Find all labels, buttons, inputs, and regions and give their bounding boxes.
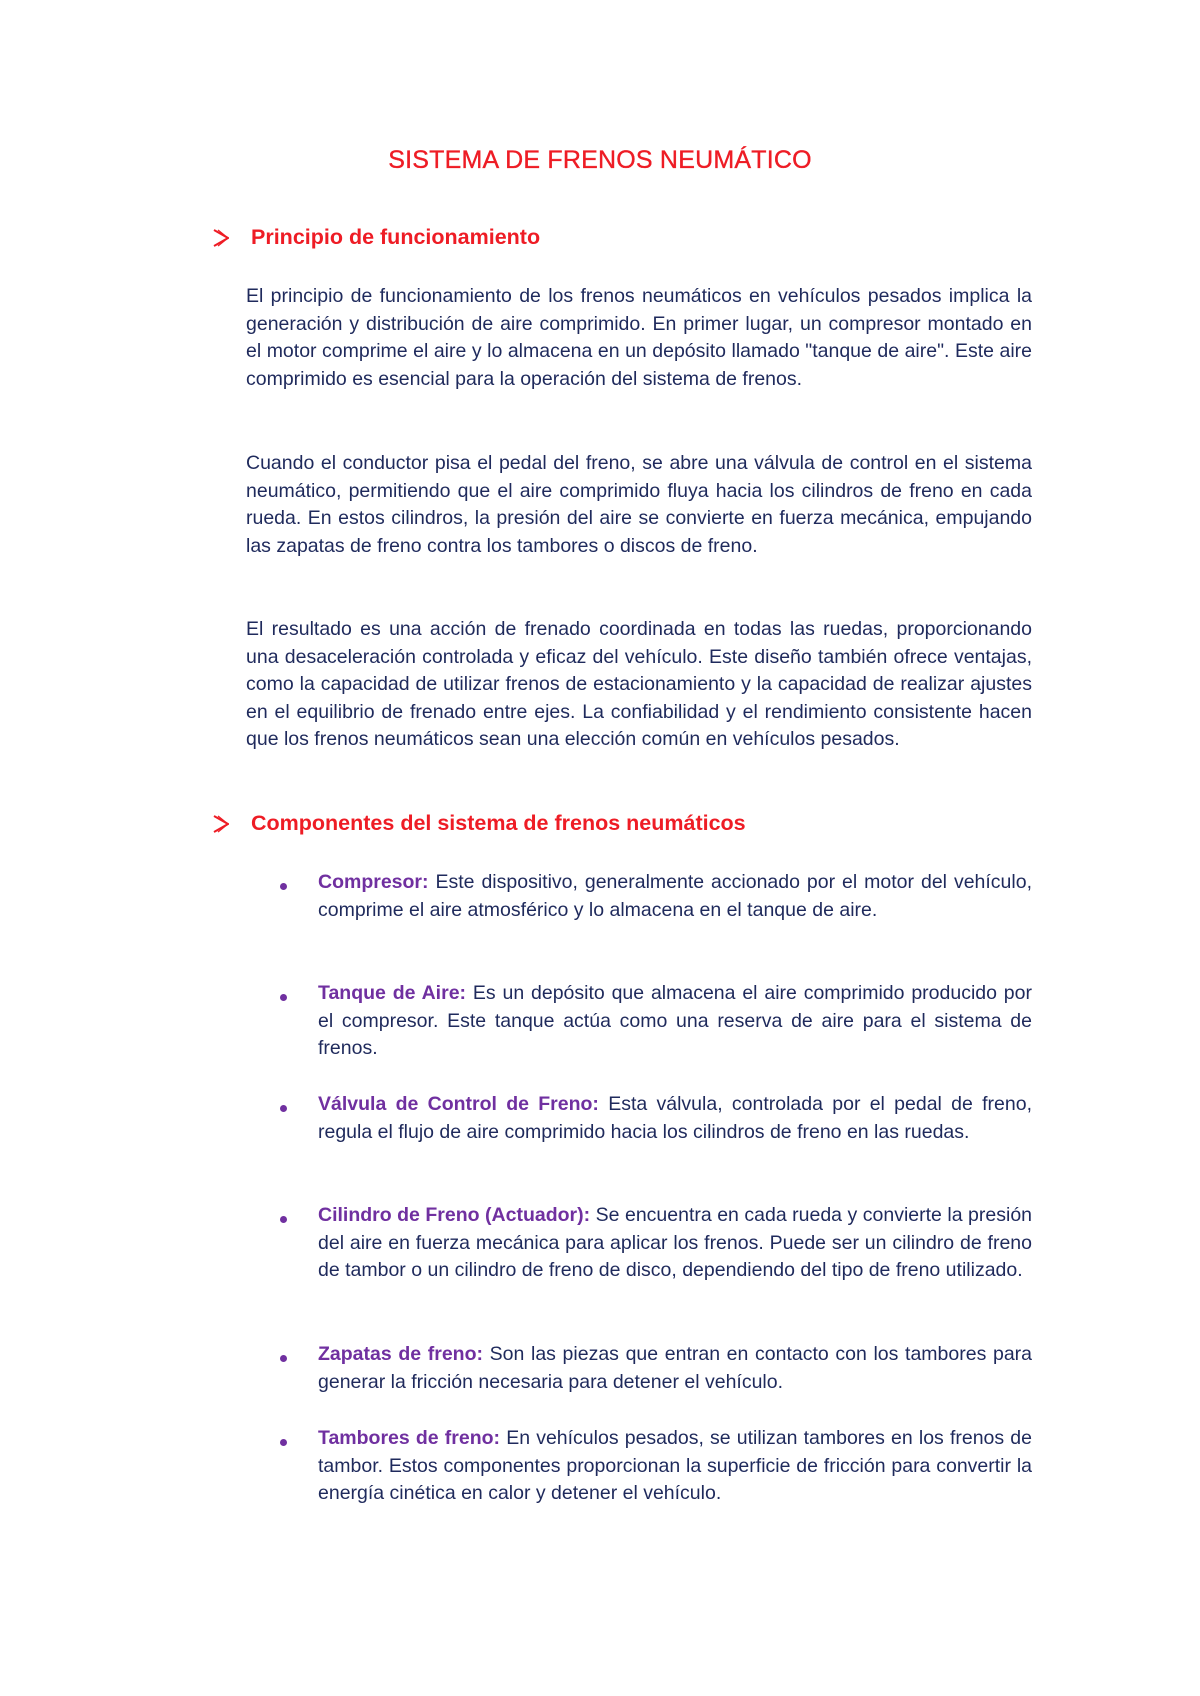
round-bullet-icon bbox=[280, 994, 287, 1001]
round-bullet-icon bbox=[280, 1105, 287, 1112]
list-item bbox=[318, 1341, 1032, 1396]
paragraph: El resultado es una acción de frenado coordinada en todas las ruedas, proporcionando una desaceleración controlada y eficaz del vehículo. Este diseño también ofrece ventajas, como la capacidad de utilizar frenos de estacionamiento y la capacidad de realizar ajustes en el equilibrio de frenado entre ejes. La confiabilidad y el rendimiento consistente hacen que los frenos neumáticos sean una elección común en vehículos pesados. bbox=[246, 618, 1032, 751]
list-item bbox=[318, 1202, 1032, 1285]
list-item-term: Válvula de Control de Freno: bbox=[318, 1093, 599, 1115]
round-bullet-icon bbox=[280, 1216, 287, 1223]
list-item-term: Zapatas de freno: bbox=[318, 1343, 483, 1365]
section-heading-text: Componentes del sistema de frenos neumáticos bbox=[251, 811, 746, 835]
document-title: SISTEMA DE FRENOS NEUMÁTICO bbox=[388, 146, 812, 174]
list-item-text: Este dispositivo, generalmente accionado por el motor del vehículo, comprime el aire atmosférico y lo almacena en el tanque de aire. bbox=[318, 871, 1032, 921]
round-bullet-icon bbox=[280, 1439, 287, 1446]
section-heading-text: Principio de funcionamiento bbox=[251, 225, 541, 249]
arrow-bullet-icon bbox=[213, 815, 229, 833]
list-item-text: Se encuentra en cada rueda y convierte la presión del aire en fuerza mecánica para aplicar los frenos. Puede ser un cilindro de freno de tambor o un cilindro de freno de disco, dependiendo del tipo de freno utilizado. bbox=[318, 1204, 1033, 1282]
round-bullet-icon bbox=[280, 883, 287, 890]
list-item bbox=[318, 980, 1032, 1063]
list-item-term: Tambores de freno: bbox=[318, 1427, 501, 1449]
list-item bbox=[318, 1425, 1032, 1508]
list-item bbox=[318, 869, 1032, 924]
list-item-term: Cilindro de Freno (Actuador): bbox=[318, 1204, 591, 1226]
section-heading-principio bbox=[213, 225, 540, 250]
paragraph: El principio de funcionamiento de los frenos neumáticos en vehículos pesados implica la generación y distribución de aire comprimido. En primer lugar, un compresor montado en el motor comprime el aire y lo almacena en un depósito llamado "tanque de aire". Este aire comprimido es esencial para la operación del sistema de frenos. bbox=[246, 285, 1032, 390]
section-heading-componentes bbox=[213, 811, 746, 836]
list-item-text: Son las piezas que entran en contacto con los tambores para generar la fricción necesaria para detener el vehículo. bbox=[318, 1343, 1032, 1393]
round-bullet-icon bbox=[280, 1355, 287, 1362]
list-item-text: Esta válvula, controlada por el pedal de freno, regula el flujo de aire comprimido hacia los cilindros de freno en las ruedas. bbox=[318, 1093, 1033, 1143]
list-item-text: Es un depósito que almacena el aire comprimido producido por el compresor. Este tanque actúa como una reserva de aire para el sistema de frenos. bbox=[318, 982, 1032, 1060]
list-item bbox=[318, 1091, 1032, 1146]
list-item-term: Compresor: bbox=[318, 871, 429, 893]
arrow-bullet-icon bbox=[213, 229, 229, 247]
paragraph: Cuando el conductor pisa el pedal del freno, se abre una válvula de control en el sistema neumático, permitiendo que el aire comprimido fluya hacia los cilindros de freno en cada rueda. En estos cilindros, la presión del aire se convierte en fuerza mecánica, empujando las zapatas de freno contra los tambores o discos de freno. bbox=[246, 452, 1032, 557]
list-item-text: En vehículos pesados, se utilizan tambores en los frenos de tambor. Estos componentes proporcionan la superficie de fricción para convertir la energía cinética en calor y detener el vehículo. bbox=[318, 1427, 1032, 1505]
list-item-term: Tanque de Aire: bbox=[318, 982, 467, 1004]
